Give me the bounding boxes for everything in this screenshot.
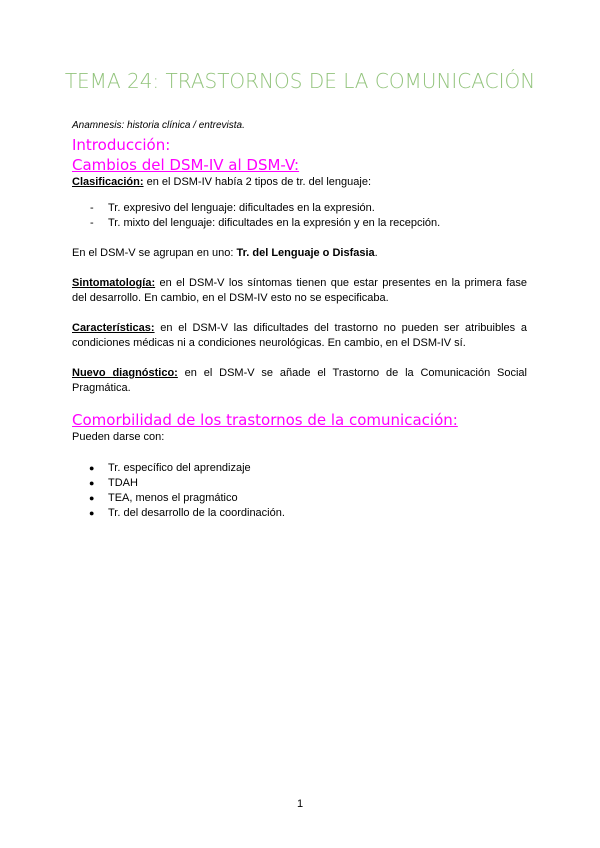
clasificacion-paragraph <box>72 175 527 190</box>
agrupan-end: . <box>374 247 378 259</box>
list-item-text: Tr. del desarrollo de la coordinación. <box>108 507 285 519</box>
caracteristicas-paragraph <box>72 321 527 351</box>
bullet-marker: ● <box>89 508 95 518</box>
intro-heading <box>72 135 527 155</box>
bullet-marker: ● <box>89 463 95 473</box>
comorbilidad-heading <box>72 410 527 430</box>
bullet-marker: ● <box>89 478 95 488</box>
changes-heading <box>72 155 527 175</box>
pueden-paragraph: Pueden darse con: <box>72 431 165 443</box>
sintomatologia-paragraph <box>72 276 527 306</box>
sintomatologia-label: Sintomatología: <box>72 277 156 289</box>
list-item-text: Tr. expresivo del lenguaje: dificultades en la expresión. <box>108 202 375 214</box>
comorbilidad-heading-text: Comorbilidad de los trastornos de la comunicación: <box>72 411 458 429</box>
nuevo-diagnostico-label: Nuevo diagnóstico: <box>72 367 178 379</box>
anamnesis-note: Anamnesis: historia clínica / entrevista. <box>72 120 245 131</box>
dash-marker: - <box>90 202 94 214</box>
list-item-text: Tr. específico del aprendizaje <box>108 462 251 474</box>
list-item <box>72 201 527 216</box>
intro-heading-text: Introducción: <box>72 136 171 154</box>
list-item <box>72 506 527 521</box>
nuevo-diagnostico-text: en el DSM-V se añade el Trastorno de la Comunicación Social Pragmática. <box>72 367 527 394</box>
agrupan-bold: Tr. del Lenguaje o Disfasia <box>236 247 375 259</box>
list-item <box>72 461 527 476</box>
list-item-text: TEA, menos el pragmático <box>108 492 238 504</box>
page-content <box>72 118 527 521</box>
clasificacion-label: Clasificación: <box>72 176 144 188</box>
document-title: TEMA 24: TRASTORNOS DE LA COMUNICACIÓN <box>64 69 536 93</box>
sintomatologia-text: en el DSM-V los síntomas tienen que estar presentes en la primera fase del desarrollo. En cambio, en el DSM-IV esto no se especificaba. <box>72 277 527 304</box>
list-item-text: TDAH <box>108 477 138 489</box>
agrupan-text: En el DSM-V se agrupan en uno: <box>72 247 237 259</box>
clasificacion-text: en el DSM-IV había 2 tipos de tr. del lenguaje: <box>143 176 372 188</box>
caracteristicas-label: Características: <box>72 322 155 334</box>
nuevo-diagnostico-paragraph <box>72 366 527 396</box>
list-item <box>72 216 527 231</box>
caracteristicas-text: en el DSM-V las dificultades del trastorno no pueden ser atribuibles a condiciones médicas ni a condiciones neurológicas. En cambio, en el DSM-IV sí. <box>72 322 527 349</box>
page-number: 1 <box>296 798 304 810</box>
agrupan-paragraph <box>72 246 527 261</box>
list-item <box>72 491 527 506</box>
comorbilidad-list <box>72 461 527 521</box>
bullet-marker: ● <box>89 493 95 503</box>
lenguaje-types-list <box>72 201 527 231</box>
list-item-text: Tr. mixto del lenguaje: dificultades en la expresión y en la recepción. <box>108 217 441 229</box>
changes-heading-text: Cambios del DSM-IV al DSM-V: <box>72 156 300 174</box>
list-item <box>72 476 527 491</box>
dash-marker: - <box>90 217 94 229</box>
